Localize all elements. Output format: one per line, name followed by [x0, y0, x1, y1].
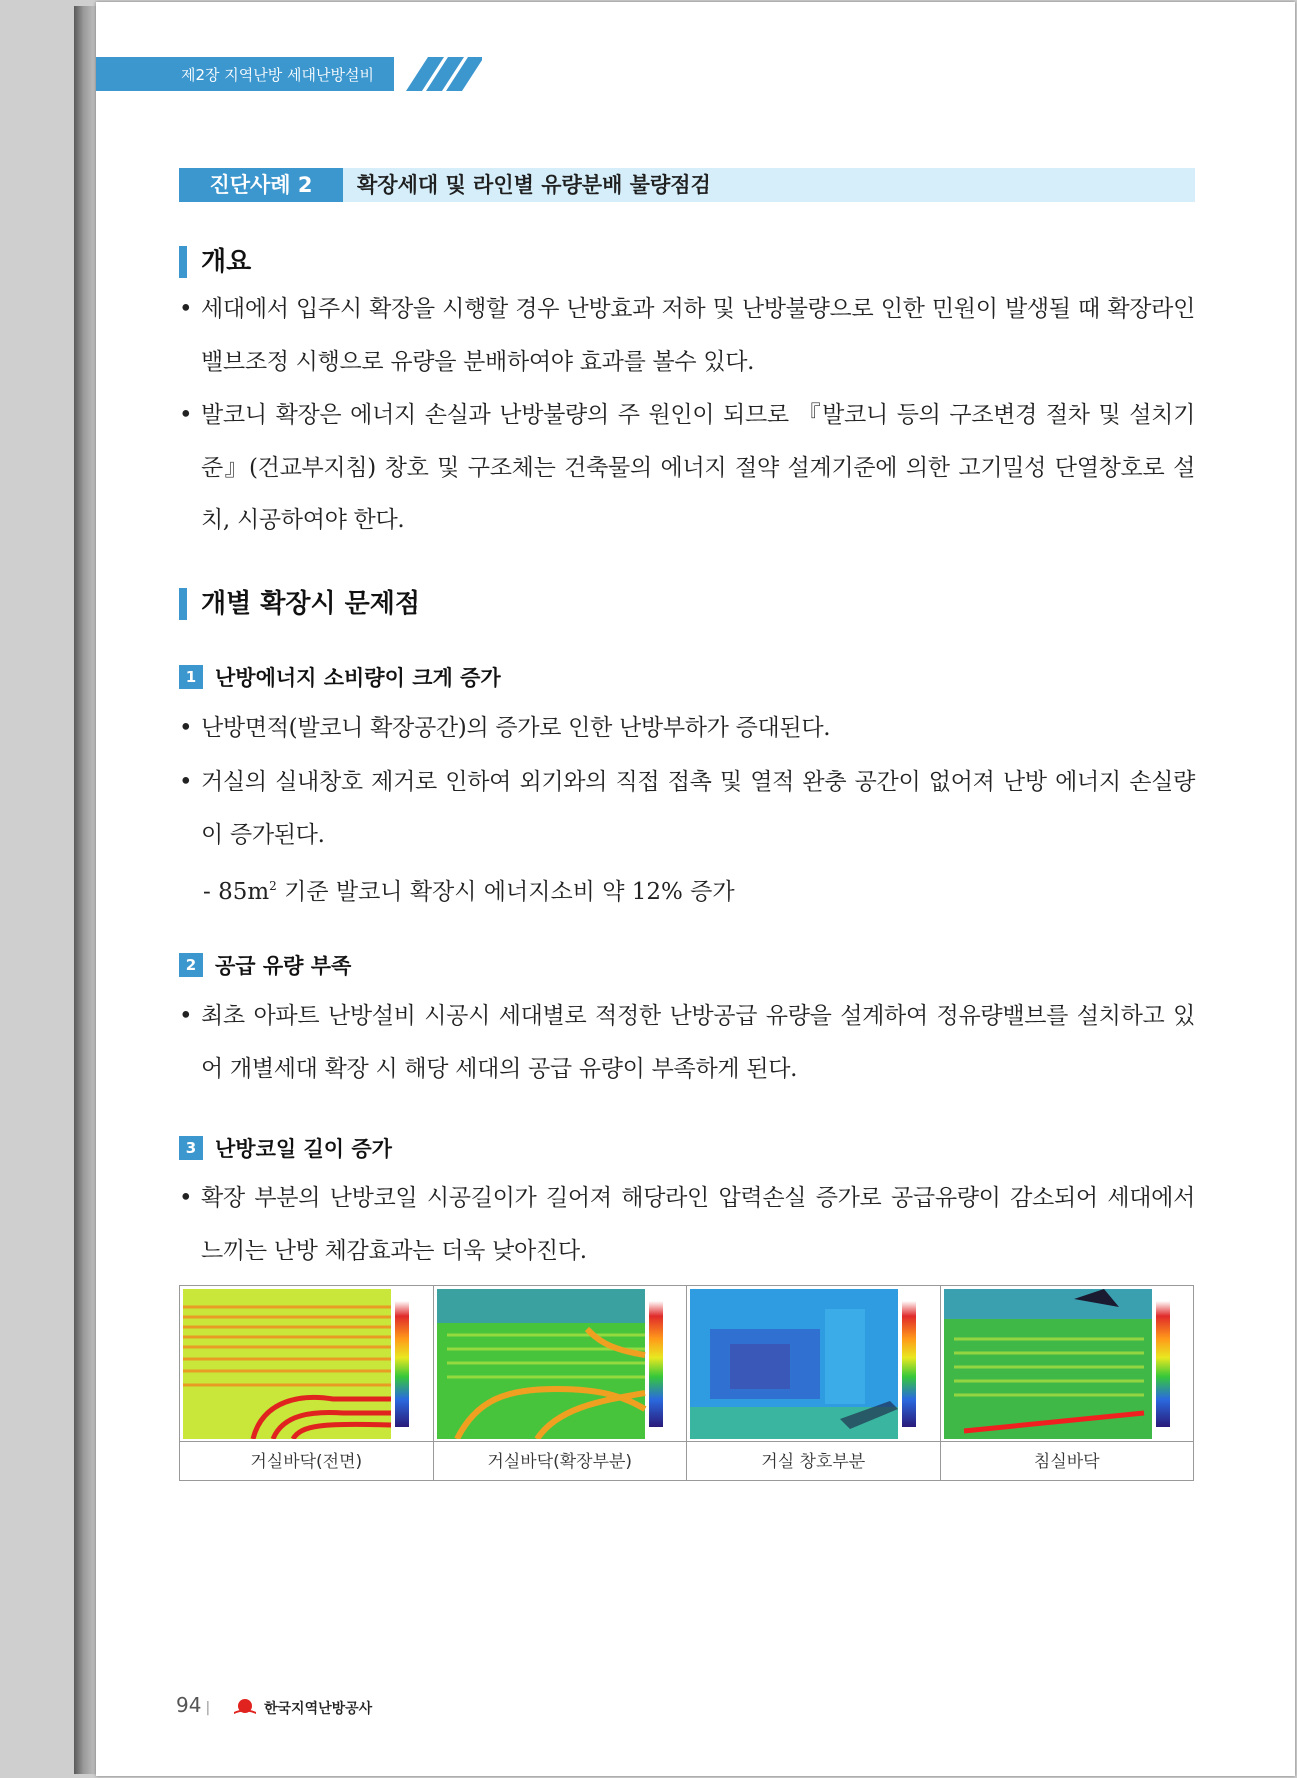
case-title: 확장세대 및 라인별 유량분배 불량점검 — [357, 173, 711, 197]
caption-2: 거실바닥(확장부분) — [434, 1441, 687, 1482]
book-spine — [74, 6, 98, 1774]
problem-1-bullet-1: • 난방면적(발코니 확장공간)의 증가로 인한 난방부하가 증대된다. — [179, 702, 1195, 755]
problem-1-heading: 1 난방에너지 소비량이 크게 증가 — [179, 665, 501, 691]
problem-1-note: - $85m^2$ 기준 발코니 확장시 에너지소비 약 12% 증가 — [203, 879, 735, 905]
problem-3-heading: 3 난방코일 길이 증가 — [179, 1136, 392, 1162]
kdhc-logo-icon — [232, 1698, 258, 1718]
caption-1: 거실바닥(전면) — [180, 1441, 433, 1482]
bullet-dot: • — [179, 1185, 193, 1211]
page — [96, 2, 1295, 1776]
thermal-cell-2 — [434, 1286, 688, 1480]
problem-1-bullet-2: • 거실의 실내창호 제거로 인하여 외기와의 직접 접촉 및 열적 완충 공간이 없어져 난방 에너지 손실량이 증가된다. — [179, 756, 1195, 861]
number-badge: 2 — [179, 953, 203, 977]
bullet-dot: • — [179, 769, 193, 795]
bullet-dot: • — [179, 296, 193, 322]
case-tag: 진단사례 2 — [179, 168, 343, 202]
case-title-box — [179, 168, 1195, 202]
org-logo: 한국지역난방공사 — [232, 1698, 372, 1718]
thermal-cell-4 — [941, 1286, 1194, 1480]
thermal-image-1 — [183, 1289, 430, 1439]
header-stripes — [392, 57, 482, 91]
number-badge: 3 — [179, 1136, 203, 1160]
chapter-header — [96, 57, 394, 91]
bullet-dot: • — [179, 402, 193, 428]
bullet-dot: • — [179, 715, 193, 741]
thermal-cell-1 — [180, 1286, 434, 1480]
problem-2-bullet-1: • 최초 아파트 난방설비 시공시 세대별로 적정한 난방공급 유량을 설계하여 정유량밸브를 설치하고 있어 개별세대 확장 시 해당 세대의 공급 유량이 부족하게 된다. — [179, 990, 1195, 1095]
page-number: 94 | — [176, 1693, 211, 1717]
problems-heading: 개별 확장시 문제점 — [179, 588, 420, 620]
overview-heading: 개요 — [179, 246, 251, 278]
caption-3: 거실 창호부분 — [687, 1441, 940, 1482]
thermal-cell-3 — [687, 1286, 941, 1480]
problem-3-bullet-1: • 확장 부분의 난방코일 시공길이가 길어져 해당라인 압력손실 증가로 공급유량이 감소되어 세대에서 느끼는 난방 체감효과는 더욱 낮아진다. — [179, 1172, 1195, 1277]
thermal-image-2 — [437, 1289, 684, 1439]
overview-bullet-2: • 발코니 확장은 에너지 손실과 난방불량의 주 원인이 되므로 『발코니 등의 구조변경 절차 및 설치기준』(건교부지침) 창호 및 구조체는 건축물의 에너지 절약 설계기준에 의한 고기밀성 단열창호로 설치, 시공하여야 한다. — [179, 389, 1195, 547]
thermal-image-3 — [690, 1289, 937, 1439]
chapter-title: 제2장 지역난방 세대난방설비 — [181, 66, 374, 84]
caption-4: 침실바닥 — [941, 1441, 1194, 1482]
thermal-image-4 — [944, 1289, 1191, 1439]
number-badge: 1 — [179, 665, 203, 689]
overview-bullet-1: • 세대에서 입주시 확장을 시행할 경우 난방효과 저하 및 난방불량으로 인한 민원이 발생될 때 확장라인 밸브조정 시행으로 유량을 분배하여야 효과를 볼수 있다. — [179, 283, 1195, 388]
problem-2-heading: 2 공급 유량 부족 — [179, 953, 351, 979]
thermal-image-table — [179, 1285, 1194, 1481]
bullet-dot: • — [179, 1003, 193, 1029]
